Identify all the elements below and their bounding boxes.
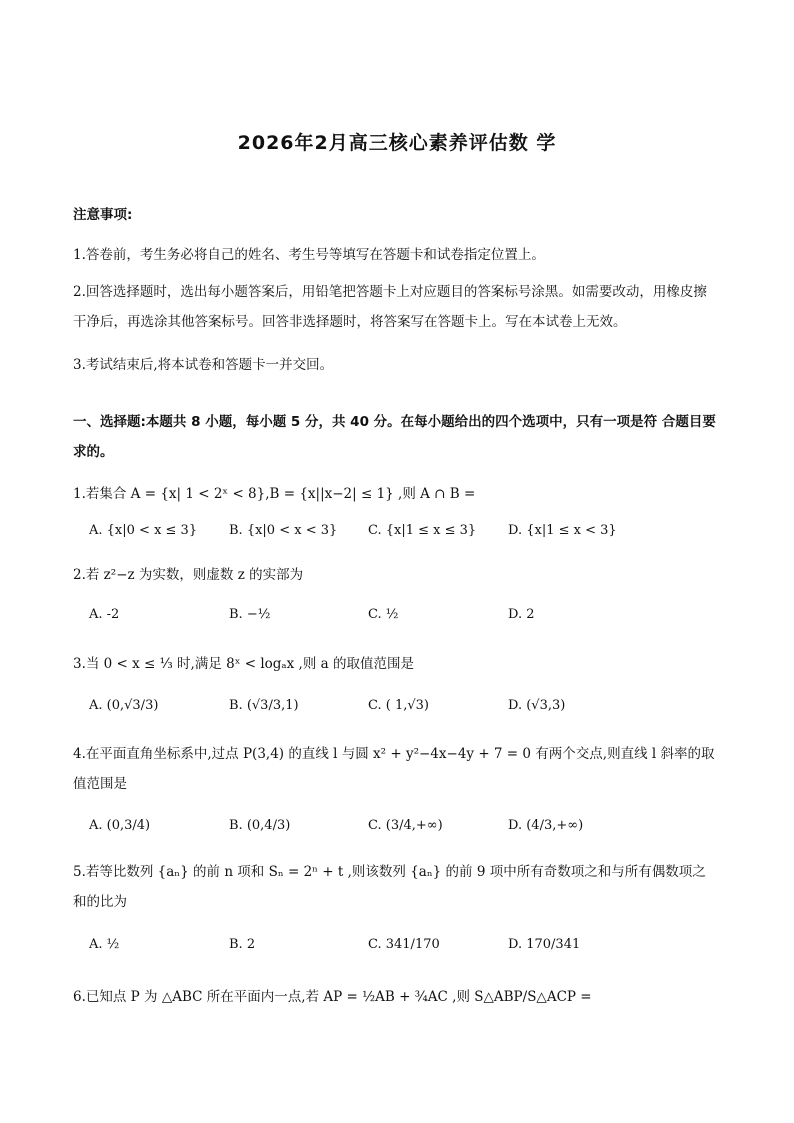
- question-6-stem: 6.已知点 P 为 △ABC 所在平面内一点,若 AP = ½AB + ¾AC ,则 S△ABP/S△ACP =: [73, 989, 592, 1005]
- option-d: D. 2: [508, 607, 535, 622]
- question-2-options: [89, 607, 709, 631]
- option-d: D. {x|1 ≤ x < 3}: [508, 523, 617, 538]
- option-b: B. {x|0 < x < 3}: [229, 523, 338, 538]
- option-c: C. (3/4,+∞): [368, 818, 443, 833]
- option-b: B. (√3/3,1): [229, 698, 299, 713]
- notice-item-2: 2.回答选择题时，选出每小题答案后，用铅笔把答题卡上对应题目的答案标号涂黑。如需要改动，用橡皮擦干净后，再选涂其他答案标号。回答非选择题时，将答案写在答题卡上。写在本试卷上无效。: [73, 284, 707, 330]
- option-b: B. −½: [229, 607, 271, 622]
- notice-item-3: 3.考试结束后,将本试卷和答题卡一并交回。: [73, 357, 334, 373]
- option-a: A. ½: [89, 937, 120, 952]
- question-1-options: [89, 523, 709, 547]
- question-2-stem: 2.若 z²−z 为实数，则虚数 z 的实部为: [73, 567, 304, 583]
- question-1-stem: 1.若集合 A = {x| 1 < 2ˣ < 8},B = {x||x−2| ≤ 1} ,则 A ∩ B =: [73, 486, 476, 502]
- option-c: C. 341/170: [368, 937, 440, 952]
- option-d: D. (4/3,+∞): [508, 818, 584, 833]
- question-3-options: [89, 698, 709, 722]
- option-a: A. {x|0 < x ≤ 3}: [89, 523, 198, 538]
- option-b: B. (0,4/3): [229, 818, 291, 833]
- option-a: A. (0,√3/3): [89, 698, 159, 713]
- option-a: A. -2: [89, 607, 120, 622]
- option-a: A. (0,3/4): [89, 818, 151, 833]
- notice-heading: 注意事项:: [73, 207, 133, 223]
- question-4-stem: 4.在平面直角坐标系中,过点 P(3,4) 的直线 l 与圆 x² + y²−4x−4y + 7 = 0 有两个交点,则直线 l 斜率的取值范围是: [73, 746, 715, 792]
- question-5-stem: 5.若等比数列 {aₙ} 的前 n 项和 Sₙ = 2ⁿ + t ,则该数列 {aₙ} 的前 9 项中所有奇数项之和与所有偶数项之和的比为: [73, 864, 706, 910]
- option-d: D. 170/341: [508, 937, 581, 952]
- option-c: C. ½: [368, 607, 399, 622]
- option-c: C. ( 1,√3): [368, 698, 429, 713]
- option-d: D. (√3,3): [508, 698, 566, 713]
- section-heading: 一、选择题:本题共 8 小题，每小题 5 分，共 40 分。在每小题给出的四个选项中，只有一项是符 合题目要求的。: [73, 414, 716, 460]
- page-title: 2026年2月高三核心素养评估数 学: [237, 132, 557, 154]
- notice-item-1: 1.答卷前，考生务必将自己的姓名、考生号等填写在答题卡和试卷指定位置上。: [73, 247, 545, 263]
- question-5-options: [89, 937, 709, 961]
- question-3-stem: 3.当 0 < x ≤ ⅓ 时,满足 8ˣ < logₐx ,则 a 的取值范围是: [73, 656, 414, 672]
- option-b: B. 2: [229, 937, 256, 952]
- question-4-options: [89, 818, 709, 842]
- option-c: C. {x|1 ≤ x ≤ 3}: [368, 523, 477, 538]
